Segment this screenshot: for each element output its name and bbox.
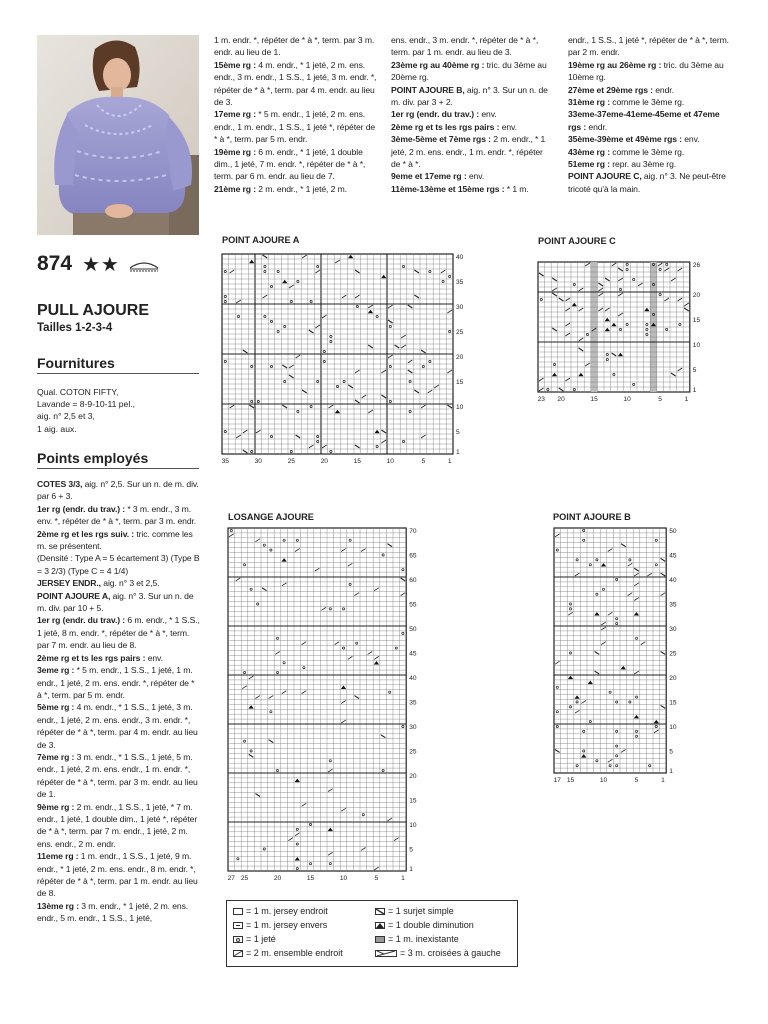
fournitures-line: Qual. COTON FIFTY, — [37, 387, 119, 397]
instruction-keyword: 35ème-39ème et 49ème rgs : — [568, 134, 682, 145]
instruction-text: ens. endr., 3 m. endr. *, répéter de * à *, term. par 1 m. endr. au lieu de 3. — [391, 35, 539, 58]
right-tick-label: 55 — [409, 601, 417, 609]
right-tick-label: 5 — [456, 429, 460, 436]
instruction-paragraph — [214, 59, 377, 109]
instruction-text: env. — [479, 109, 497, 120]
legend-label: = 1 double diminution — [388, 920, 474, 930]
right-tick-label: 1 — [692, 387, 697, 394]
instruction-paragraph — [568, 96, 734, 108]
legend-label: = 1 m. inexistante — [388, 934, 459, 944]
legend-label: = 1 m. jersey envers — [246, 920, 328, 930]
instruction-paragraph — [391, 34, 554, 59]
right-tick-label: 5 — [692, 367, 697, 374]
right-tick-label: 30 — [409, 723, 417, 731]
right-tick-label: 45 — [669, 552, 677, 560]
instruction-paragraph — [37, 751, 200, 801]
instruction-keyword: 11ème-13ème et 15ème rgs : — [391, 183, 505, 194]
instruction-paragraph — [37, 900, 200, 925]
right-tick-label: 45 — [409, 650, 417, 658]
right-tick-label: 40 — [456, 254, 464, 261]
instruction-paragraph — [391, 121, 554, 133]
instruction-paragraph — [391, 170, 554, 182]
bottom-tick-label: 5 — [421, 458, 426, 465]
pattern-sizes: Tailles 1-2-3-4 — [37, 322, 113, 334]
jete-icon — [233, 936, 243, 943]
bottom-tick-label: 15 — [590, 396, 598, 403]
instruction-keyword: POINT AJOURE B, — [391, 84, 465, 95]
right-tick-label: 1 — [669, 768, 673, 776]
legend-item — [375, 920, 474, 930]
instruction-paragraph — [214, 183, 377, 195]
instruction-text: env. — [145, 652, 163, 663]
bottom-tick-label: 1 — [684, 396, 689, 403]
instruction-paragraph — [37, 528, 200, 553]
bottom-tick-label: 10 — [623, 396, 631, 403]
instruction-keyword: COTES 3/3, — [37, 479, 83, 489]
instruction-paragraph — [568, 146, 734, 158]
bottom-tick-label: 10 — [339, 875, 348, 882]
instruction-keyword: 31ème rg : — [568, 97, 610, 108]
instruction-keyword: 3ème-5ème et 7ème rgs : — [391, 134, 491, 145]
instruction-keyword: 19ème rg au 26ème rg : — [568, 59, 662, 70]
right-tick-label: 65 — [409, 552, 417, 560]
bottom-tick-label: 15 — [353, 458, 361, 465]
instruction-text: * 5 m. endr., 1 S.S., 1 jeté, 1 m. endr., 1 jeté, 2 m. ens. endr. *, répéter de * à *, term. par 5 m. endr. — [37, 665, 195, 700]
right-tick-label: 30 — [669, 625, 677, 633]
bottom-tick-label: 30 — [254, 458, 262, 465]
fournitures-line: 1 aig. aux. — [37, 423, 77, 434]
pattern-number: 874 — [37, 252, 73, 275]
legend-item — [233, 948, 343, 958]
cable-left-icon — [375, 950, 397, 957]
instruction-text: env. — [681, 134, 700, 145]
right-tick-label: 25 — [669, 650, 677, 658]
right-tick-label: 1 — [409, 866, 413, 874]
chart-point-ajoure-c — [534, 258, 712, 406]
bottom-tick-label: 15 — [306, 875, 315, 882]
chart-title-c: POINT AJOURE C — [538, 236, 616, 246]
legend-label: = 1 surjet simple — [388, 906, 454, 916]
instruction-keyword: 27ème et 29ème rgs : — [568, 84, 653, 95]
bottom-tick-label: 20 — [557, 396, 565, 403]
instruction-paragraph — [391, 59, 554, 84]
instructions-col-1 — [37, 478, 200, 925]
instruction-text: (Densité : Type A = 5 écartement 3) (Type B = 3 2/3) (Type C = 4 1/4) — [37, 553, 200, 576]
bottom-tick-label: 10 — [599, 777, 608, 784]
instruction-paragraph — [391, 108, 554, 120]
instruction-keyword: POINT AJOURE C, — [568, 171, 642, 182]
double-diminution-icon — [375, 922, 385, 929]
instruction-keyword: 43ème rg : — [568, 146, 610, 157]
instruction-text: comme le 3ème rg. — [610, 97, 685, 108]
instruction-keyword: POINT AJOURE A, — [37, 590, 111, 601]
points-heading: Points employés — [37, 450, 149, 466]
legend-item — [375, 906, 454, 916]
instruction-paragraph — [37, 652, 200, 664]
bottom-tick-label: 25 — [287, 458, 295, 465]
chart-point-ajoure-b — [550, 524, 692, 792]
bottom-tick-label: 10 — [386, 458, 394, 465]
instruction-text: repr. au 3ème rg. — [610, 159, 677, 170]
bottom-tick-label: 1 — [661, 777, 665, 784]
bottom-tick-label: 20 — [273, 875, 282, 882]
instruction-text: 6 m. endr., * 1 jeté, 1 double dim., 1 jeté, 7 m. endr. *, répéter de * à *, term. par 6 m. endr. au lieu de 7. — [214, 146, 366, 182]
instruction-paragraph — [391, 183, 554, 195]
legend-label: = 3 m. croisées à gauche — [400, 948, 501, 958]
instruction-text: endr., 1 S.S., 1 jeté *, répéter de * à *, term. par 2 m. endr. — [568, 35, 729, 58]
bottom-tick-label: 25 — [240, 875, 249, 882]
instruction-keyword: 2ème rg et les rgs suiv. : — [37, 528, 135, 539]
chart-title-losange: LOSANGE AJOURE — [228, 512, 314, 522]
instruction-text: aig. n° 3. Sur un n. de m. div. par 10 + 5. — [37, 590, 194, 614]
instruction-text: aig. n° 3. Sur un n. de m. div. par 3 + 2. — [391, 84, 548, 108]
instruction-text: tric. du 3ème au 10ème rg. — [568, 59, 724, 83]
chart-losange-ajoure — [224, 524, 430, 892]
model-photo — [37, 35, 199, 235]
instruction-paragraph — [214, 146, 377, 183]
bottom-tick-label: 35 — [221, 458, 229, 465]
surjet-simple-icon — [375, 908, 385, 915]
instruction-paragraph — [37, 801, 200, 851]
yarn-logo-icon — [128, 258, 160, 272]
legend-item — [233, 920, 327, 930]
model-photo-illustration — [37, 35, 199, 235]
instruction-text: 3 m. endr., * 1 jeté, 2 m. ens. endr., 5 m. endr., 1 S.S., 1 jeté, — [37, 900, 189, 924]
instruction-text: 1 m. endr. *, répéter de * à *, term. par 3 m. endr. au lieu de 1. — [214, 35, 375, 58]
chart-point-ajoure-a — [218, 250, 474, 468]
pattern-title: PULL AJOURE — [37, 302, 150, 319]
right-tick-label: 10 — [409, 821, 417, 829]
instruction-keyword: 15ème rg : — [214, 59, 256, 70]
legend-label: = 1 jeté — [246, 934, 276, 944]
right-tick-label: 40 — [669, 576, 677, 584]
jersey-envers-icon — [233, 922, 243, 929]
instruction-text: 2 m. endr., * 1 jeté, 2 m. ens. endr., 1 m. endr. *, répéter de * à *. — [391, 134, 546, 170]
instruction-text: 1 m. endr., 1 S.S., 1 jeté, 9 m. endr., * 1 jeté, 2 m. ens. endr., 8 m. endr. *, répéter de * à *, term. par 1 m. endr. au lieu de 8. — [37, 851, 198, 899]
right-tick-label: 15 — [409, 797, 417, 805]
instruction-text: 4 m. endr., * 1 S.S., 1 jeté, 3 m. endr., 1 jeté, 2 m. ens. endr., 3 m. endr. *, répéter de * à *, term. par 4 m. endr. au lieu de 3. — [37, 702, 198, 750]
right-tick-label: 26 — [692, 262, 701, 269]
instruction-keyword: 9ème rg : — [37, 801, 75, 812]
points-rule — [37, 468, 199, 469]
instruction-paragraph — [37, 577, 200, 589]
instruction-keyword: 21ème rg : — [214, 183, 256, 194]
right-tick-label: 15 — [669, 699, 677, 707]
bottom-tick-label: 17 — [553, 777, 561, 784]
right-tick-label: 50 — [409, 625, 417, 633]
instruction-paragraph — [37, 552, 200, 577]
right-tick-label: 5 — [409, 846, 413, 854]
instruction-text: env. — [466, 171, 485, 182]
instruction-text: * 3 m. endr., 3 m. env. *, répéter de * à *, term. par 3 m. endr. — [37, 503, 197, 527]
instruction-text: 4 m. endr., * 1 jeté, 2 m. ens. endr., 3 m. endr., 1 S.S., 1 jeté, 3 m. endr. *, répéter de * à *, term. par 4 m. endr. au lieu de 3. — [214, 59, 377, 108]
instructions-col-3 — [391, 34, 554, 195]
fournitures-heading: Fournitures — [37, 355, 115, 371]
instruction-keyword: 5ème rg : — [37, 702, 75, 713]
instruction-keyword: 17eme rg : — [214, 109, 256, 120]
right-tick-label: 20 — [456, 354, 464, 361]
chart-title-b: POINT AJOURE B — [553, 512, 631, 522]
instruction-keyword: JERSEY ENDR., — [37, 578, 101, 589]
instruction-text: aig. n° 3. Ne peut-être tricoté qu'à la main. — [568, 171, 726, 194]
bottom-tick-label: 1 — [401, 875, 405, 882]
fournitures-line: Lavande = 8-9-10-11 pel., — [37, 399, 136, 410]
instruction-paragraph — [37, 590, 200, 615]
instruction-paragraph — [37, 614, 200, 651]
bottom-tick-label: 27 — [227, 875, 235, 882]
instruction-paragraph — [214, 34, 377, 59]
right-tick-label: 35 — [669, 601, 677, 609]
instruction-paragraph — [568, 34, 734, 59]
instruction-keyword: 33eme-37eme-41eme-45eme et 47eme rgs : — [568, 109, 720, 132]
bottom-tick-label: 23 — [537, 396, 545, 403]
right-tick-label: 60 — [409, 576, 417, 584]
fournitures-line: aig. n° 2,5 et 3, — [37, 411, 95, 422]
right-tick-label: 35 — [456, 279, 464, 286]
bottom-tick-label: 5 — [634, 777, 639, 784]
legend-item — [233, 934, 276, 944]
instruction-text: * 5 m. endr., 1 jeté, 2 m. ens. endr., 1 m. endr., 1 S.S., 1 jeté *, répéter de * à *, term. par 5 m. endr. — [214, 109, 376, 145]
right-tick-label: 25 — [456, 329, 464, 336]
instruction-text: * 1 m. — [504, 183, 529, 194]
bottom-tick-label: 5 — [658, 396, 662, 403]
instruction-text: endr. — [586, 121, 608, 132]
instruction-paragraph — [37, 478, 200, 503]
instruction-paragraph — [391, 133, 554, 170]
right-tick-label: 10 — [692, 342, 701, 349]
instruction-paragraph — [37, 664, 200, 701]
right-tick-label: 1 — [456, 449, 460, 456]
instruction-text: aig. n° 3 et 2,5. — [100, 578, 160, 589]
instruction-paragraph — [568, 170, 734, 195]
instruction-keyword: 7ème rg : — [37, 751, 75, 762]
instruction-text: 2 m. endr., 1 S.S., 1 jeté, * 7 m. endr., 1 jeté, 1 double dim., 1 jeté *, répéter de * à *, term. par 7 m. endr., 1 jeté, 2 m. ens. endr., 2 m. endr. — [37, 801, 198, 849]
right-tick-label: 20 — [669, 674, 677, 682]
right-tick-label: 20 — [692, 292, 701, 299]
instruction-keyword: 19ème rg : — [214, 146, 256, 157]
right-tick-label: 20 — [409, 772, 417, 780]
legend-item — [375, 948, 501, 958]
instruction-paragraph — [391, 84, 554, 109]
instruction-text: env. — [499, 121, 517, 132]
instruction-text: 3 m. endr., * 1 S.S., 1 jeté, 5 m. endr., 1 jeté, 2 m. ens. endr., 1 m. endr. *, répéter de * à *, term. par 3 m. endr. au lieu de 1. — [37, 751, 198, 800]
right-tick-label: 15 — [456, 379, 464, 386]
instruction-keyword: 3eme rg : — [37, 665, 75, 676]
right-tick-label: 50 — [669, 527, 677, 535]
instruction-paragraph — [568, 158, 734, 170]
symbol-legend — [226, 900, 518, 967]
instruction-keyword: 51eme rg : — [568, 159, 610, 170]
instruction-keyword: 2ème rg et ts les rgs pairs : — [37, 652, 146, 663]
right-tick-label: 10 — [456, 404, 464, 411]
bottom-tick-label: 1 — [447, 458, 452, 465]
right-tick-label: 40 — [409, 674, 417, 682]
right-tick-label: 15 — [692, 317, 701, 324]
legend-label: = 2 m. ensemble endroit — [246, 948, 343, 958]
right-tick-label: 35 — [409, 699, 417, 707]
instruction-paragraph — [37, 503, 200, 528]
instruction-keyword: 23ème rg au 40ème rg : — [391, 59, 485, 70]
instruction-paragraph — [37, 850, 200, 900]
instruction-keyword: 11eme rg : — [37, 851, 79, 862]
fournitures-list — [37, 386, 135, 435]
jersey-endroit-icon — [233, 908, 243, 915]
chart-title-a: POINT AJOURE A — [222, 235, 300, 245]
instruction-paragraph — [568, 108, 734, 133]
legend-item — [233, 906, 328, 916]
difficulty-stars: ★★ — [82, 254, 120, 276]
instruction-paragraph — [568, 59, 734, 84]
bottom-tick-label: 15 — [566, 777, 575, 784]
right-tick-label: 5 — [669, 748, 673, 756]
instruction-keyword: 1er rg (endr. du trav.) : — [391, 109, 480, 120]
instruction-paragraph — [568, 133, 734, 145]
instruction-keyword: 1er rg (endr. du trav.) : — [37, 615, 126, 626]
instruction-text: tric. du 3ème au 20ème rg. — [391, 59, 547, 83]
legend-label: = 1 m. jersey endroit — [246, 906, 328, 916]
instruction-text: aig. n° 2,5. Sur un n. de m. div. par 6 + 3. — [37, 479, 199, 502]
instruction-keyword: 9eme et 17eme rg : — [391, 171, 467, 182]
instruction-keyword: 13ème rg : — [37, 900, 79, 911]
instructions-col-2 — [214, 34, 377, 195]
instruction-keyword: 2ème rg et ts les rgs pairs : — [391, 121, 500, 132]
instruction-text: 6 m. endr., * 1 S.S., 1 jeté, 8 m. endr. *, répéter de * à *, term. par 7 m. endr. au lieu de 8. — [37, 615, 200, 651]
fournitures-rule — [37, 373, 199, 374]
instructions-col-4 — [568, 34, 734, 195]
bottom-tick-label: 5 — [374, 875, 379, 882]
right-tick-label: 30 — [456, 304, 464, 311]
instruction-text: 2 m. endr., * 1 jeté, 2 m. — [256, 183, 347, 194]
instruction-paragraph — [214, 108, 377, 145]
instruction-text: comme le 3ème rg. — [610, 146, 685, 157]
instruction-paragraph — [568, 84, 734, 96]
instruction-keyword: 1er rg (endr. du trav.) : — [37, 503, 126, 514]
bottom-tick-label: 20 — [320, 458, 328, 465]
instruction-paragraph — [37, 701, 200, 751]
two-together-icon — [233, 950, 243, 957]
right-tick-label: 25 — [409, 748, 417, 756]
right-tick-label: 70 — [409, 527, 417, 535]
instruction-text: tric. comme les m. se présentent. — [37, 528, 193, 552]
instruction-text: endr. — [652, 84, 674, 95]
right-tick-label: 10 — [669, 723, 677, 731]
legend-item — [375, 934, 459, 944]
inexistante-icon — [375, 936, 385, 943]
